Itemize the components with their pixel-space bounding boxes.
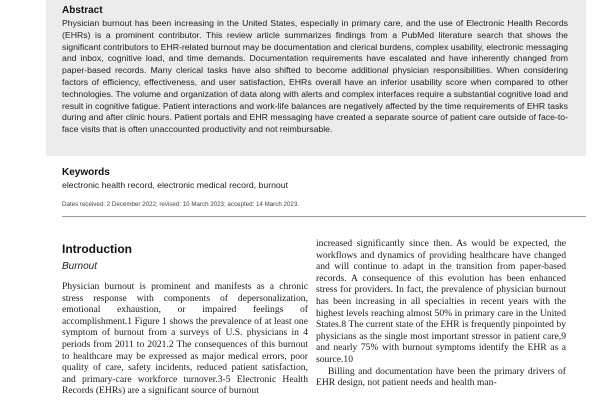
intro-paragraph-right-1: increased significantly since then. As would be expected, the workflows and dynamics of providing healthcare have changed and will continue to adapt in the transition from paper-based records. A consequence of this evolution has been enhanced stress for providers. In fact, the prevalence of physician burnout has been increasing in all specialties in recent years with the highest levels reaching almost 50% in primary care in the United States.8 The current state of the EHR is frequently pinpointed by physicians as the single most important stressor in patient care,9 and nearly 75% with burnout symptoms identify the EHR as a source.10 — [316, 238, 566, 365]
keywords-text: electronic health record, electronic medical record, burnout — [62, 180, 288, 190]
dates-line: Dates received: 2 December 2022; revised: 10 March 2023; accepted: 14 March 2023. — [62, 201, 299, 208]
left-column — [62, 238, 308, 397]
intro-paragraph-left: Physician burnout is prominent and manifests as a chronic stress response with components of depersonalization, emotional exhaustion, or impaired feelings of accomplishment.1 Figure 1 shows the prevalence of at least one symptom of burnout from a surveys of U.S. physicians in 4 periods from 2011 to 2021.2 The consequences of this burnout to healthcare may be expressed as major medical errors, poor quality of care, safety incidents, reduced patient satisfaction, and primary-care workforce turnover.3-5 Electronic Health Records (EHRs) are a significant source of burnout — [62, 281, 308, 397]
section-divider — [62, 216, 586, 217]
intro-paragraph-right-2: Billing and documentation have been the primary drivers of EHR design, not patient needs and health man- — [316, 365, 566, 389]
burnout-subheading: Burnout — [62, 261, 98, 272]
abstract-heading: Abstract — [62, 5, 103, 16]
right-column — [316, 238, 566, 389]
keywords-heading: Keywords — [62, 167, 110, 178]
introduction-heading: Introduction — [62, 242, 132, 256]
abstract-box — [46, 0, 586, 156]
abstract-text: Physician burnout has been increasing in the United States, especially in primary care, and the use of Electronic Health Records (EHRs) is a prominent contributor. This review article summarizes findings from a PubMed literature search that shows the significant contributors to EHR-related burnout may be documentation and clerical burdens, complex usability, electronic messaging and inbox, cognitive load, and time demands. Documentation requirements have escalated and have inherently changed from paper-based records. Many clerical tasks have also shifted to become additional physician responsibilities. When considering factors of efficiency, effectiveness, and user satisfaction, EHRs overall have an inferior usability score when compared to other technologies. The volume and organization of data along with alerts and complex interfaces require a substantial cognitive load and result in cognitive fatigue. Patient interactions and work-life balances are negatively affected by the time requirements of EHR tasks during and after clinic hours. Patient portals and EHR messaging have created a separate source of patient care outside of face-to-face visits that is often unaccounted productivity and not reimbursable. — [62, 18, 568, 135]
